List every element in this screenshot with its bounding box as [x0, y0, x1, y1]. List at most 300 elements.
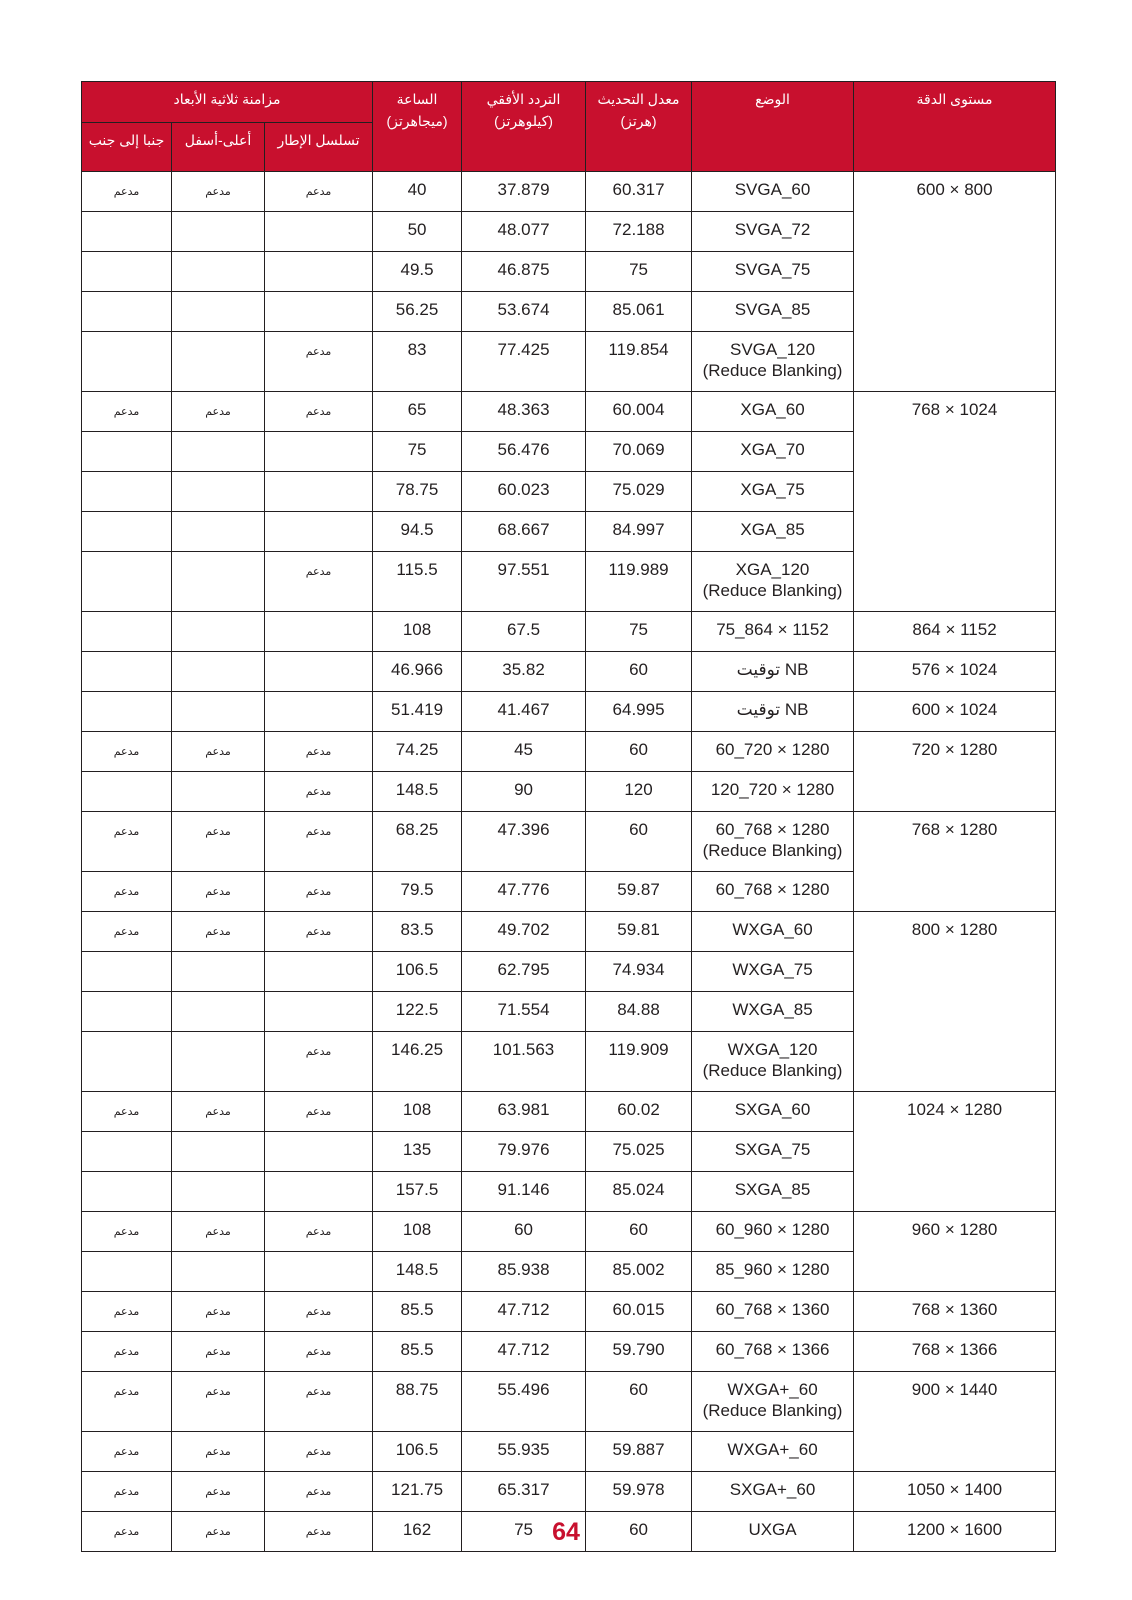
cell-hfreq: 55.496 — [462, 1372, 586, 1432]
cell-mode — [692, 332, 854, 392]
cell-mode — [692, 472, 854, 512]
cell-clock: 49.5 — [373, 252, 462, 292]
cell-hfreq: 47.396 — [462, 812, 586, 872]
cell-resolution: 600 × 800 — [854, 172, 1056, 392]
mode-label: WXGA_120 — [727, 1040, 818, 1059]
mode-label: 120_720 × 1280 — [710, 780, 835, 799]
cell-frame-sequential — [265, 1172, 373, 1212]
cell-top-bottom — [172, 212, 265, 252]
cell-mode — [692, 1132, 854, 1172]
cell-mode — [692, 912, 854, 952]
cell-top-bottom: مدعم — [172, 172, 265, 212]
cell-mode — [692, 772, 854, 812]
cell-clock: 88.75 — [373, 1372, 462, 1432]
mode-label: 60_768 × 1360 — [715, 1300, 830, 1319]
cell-frame-sequential — [265, 212, 373, 252]
cell-mode — [692, 1172, 854, 1212]
cell-resolution: 1024 × 1280 — [854, 1092, 1056, 1212]
cell-side-by-side: مدعم — [82, 1512, 172, 1552]
cell-refresh: 72.188 — [586, 212, 692, 252]
cell-refresh: 60.02 — [586, 1092, 692, 1132]
cell-refresh: 85.002 — [586, 1252, 692, 1292]
cell-clock: 56.25 — [373, 292, 462, 332]
mode-label: 60_720 × 1280 — [715, 740, 830, 759]
mode-note: (Reduce Blanking) — [702, 1061, 843, 1080]
cell-refresh: 59.790 — [586, 1332, 692, 1372]
cell-mode — [692, 872, 854, 912]
cell-side-by-side: مدعم — [82, 1212, 172, 1252]
cell-top-bottom: مدعم — [172, 1332, 265, 1372]
cell-clock: 135 — [373, 1132, 462, 1172]
cell-refresh: 84.997 — [586, 512, 692, 552]
cell-hfreq: 79.976 — [462, 1132, 586, 1172]
cell-hfreq: 97.551 — [462, 552, 586, 612]
cell-side-by-side — [82, 992, 172, 1032]
cell-hfreq: 47.776 — [462, 872, 586, 912]
mode-label: SVGA_72 — [734, 220, 811, 239]
mode-label: 60_768 × 1280 — [715, 820, 830, 839]
mode-label: 60_768 × 1280 — [715, 880, 830, 899]
cell-hfreq: 77.425 — [462, 332, 586, 392]
table-row — [82, 612, 1056, 652]
cell-top-bottom — [172, 992, 265, 1032]
cell-top-bottom: مدعم — [172, 872, 265, 912]
cell-side-by-side — [82, 252, 172, 292]
table-row — [82, 1212, 1056, 1252]
table-row — [82, 1472, 1056, 1512]
cell-mode — [692, 432, 854, 472]
mode-label: SVGA_120 — [730, 340, 816, 359]
cell-resolution: 600 × 1024 — [854, 692, 1056, 732]
cell-top-bottom: مدعم — [172, 812, 265, 872]
cell-frame-sequential: مدعم — [265, 1032, 373, 1092]
cell-side-by-side — [82, 652, 172, 692]
mode-label: WXGA+_60 — [727, 1440, 818, 1459]
cell-top-bottom — [172, 952, 265, 992]
cell-hfreq: 68.667 — [462, 512, 586, 552]
cell-side-by-side: مدعم — [82, 1092, 172, 1132]
cell-frame-sequential: مدعم — [265, 1212, 373, 1252]
mode-label: SVGA_75 — [734, 260, 811, 279]
cell-hfreq: 90 — [462, 772, 586, 812]
table-row — [82, 1372, 1056, 1432]
mode-label: توقيت NB — [736, 660, 809, 679]
mode-label: 60_960 × 1280 — [715, 1220, 830, 1239]
cell-clock: 148.5 — [373, 1252, 462, 1292]
cell-mode — [692, 692, 854, 732]
cell-frame-sequential: مدعم — [265, 912, 373, 952]
mode-label: SVGA_85 — [734, 300, 811, 319]
cell-side-by-side: مدعم — [82, 1332, 172, 1372]
header-side-by-side: جنبا إلى جنب — [82, 123, 172, 172]
cell-top-bottom: مدعم — [172, 1432, 265, 1472]
cell-clock: 85.5 — [373, 1332, 462, 1372]
table-row — [82, 652, 1056, 692]
table-header — [82, 82, 1056, 172]
cell-resolution: 960 × 1280 — [854, 1212, 1056, 1292]
cell-frame-sequential: مدعم — [265, 1512, 373, 1552]
cell-refresh: 59.887 — [586, 1432, 692, 1472]
cell-hfreq: 35.82 — [462, 652, 586, 692]
cell-clock: 94.5 — [373, 512, 462, 552]
mode-label: WXGA+_60 — [727, 1380, 818, 1399]
cell-refresh: 60 — [586, 732, 692, 772]
header-clock: الساعة (ميجاهرتز) — [373, 82, 462, 172]
cell-hfreq: 71.554 — [462, 992, 586, 1032]
cell-frame-sequential — [265, 652, 373, 692]
mode-label: 75_864 × 1152 — [716, 620, 829, 639]
cell-hfreq: 60 — [462, 1212, 586, 1252]
mode-note: (Reduce Blanking) — [702, 361, 843, 380]
cell-mode — [692, 552, 854, 612]
table-body — [82, 172, 1056, 1552]
cell-frame-sequential: مدعم — [265, 1292, 373, 1332]
cell-refresh: 84.88 — [586, 992, 692, 1032]
cell-side-by-side — [82, 772, 172, 812]
page-number: 64 — [552, 1518, 580, 1546]
mode-note: (Reduce Blanking) — [702, 1401, 843, 1420]
cell-frame-sequential: مدعم — [265, 1372, 373, 1432]
cell-side-by-side — [82, 612, 172, 652]
mode-label: XGA_85 — [740, 520, 805, 539]
cell-clock: 83.5 — [373, 912, 462, 952]
cell-refresh: 75 — [586, 612, 692, 652]
cell-hfreq: 65.317 — [462, 1472, 586, 1512]
cell-mode — [692, 652, 854, 692]
cell-mode — [692, 1212, 854, 1252]
header-hfreq: التردد الأفقي (كيلوهرتز) — [462, 82, 586, 172]
cell-clock: 121.75 — [373, 1472, 462, 1512]
cell-hfreq: 91.146 — [462, 1172, 586, 1212]
cell-top-bottom: مدعم — [172, 1512, 265, 1552]
mode-label: SXGA+_60 — [729, 1480, 816, 1499]
mode-label: توقيت NB — [736, 700, 809, 719]
cell-top-bottom: مدعم — [172, 912, 265, 952]
mode-label: 85_960 × 1280 — [715, 1260, 830, 1279]
cell-top-bottom — [172, 692, 265, 732]
cell-frame-sequential: مدعم — [265, 732, 373, 772]
cell-frame-sequential: مدعم — [265, 332, 373, 392]
cell-resolution: 768 × 1024 — [854, 392, 1056, 612]
cell-mode — [692, 1092, 854, 1132]
cell-mode — [692, 292, 854, 332]
cell-refresh: 119.909 — [586, 1032, 692, 1092]
cell-frame-sequential — [265, 472, 373, 512]
cell-frame-sequential: مدعم — [265, 1432, 373, 1472]
cell-refresh: 60 — [586, 1212, 692, 1252]
cell-mode — [692, 1432, 854, 1472]
cell-refresh: 60 — [586, 652, 692, 692]
cell-refresh: 75 — [586, 252, 692, 292]
cell-frame-sequential — [265, 432, 373, 472]
cell-frame-sequential — [265, 612, 373, 652]
cell-hfreq: 49.702 — [462, 912, 586, 952]
cell-refresh: 60.317 — [586, 172, 692, 212]
cell-mode — [692, 252, 854, 292]
cell-top-bottom — [172, 552, 265, 612]
cell-top-bottom — [172, 472, 265, 512]
cell-mode — [692, 992, 854, 1032]
cell-side-by-side — [82, 1252, 172, 1292]
cell-hfreq: 75 — [462, 1512, 586, 1552]
cell-top-bottom — [172, 252, 265, 292]
mode-label: WXGA_60 — [732, 920, 813, 939]
cell-resolution: 864 × 1152 — [854, 612, 1056, 652]
cell-side-by-side: مدعم — [82, 1292, 172, 1332]
cell-mode — [692, 732, 854, 772]
cell-clock: 50 — [373, 212, 462, 252]
cell-frame-sequential: مدعم — [265, 392, 373, 432]
cell-clock: 79.5 — [373, 872, 462, 912]
cell-resolution: 768 × 1366 — [854, 1332, 1056, 1372]
cell-top-bottom — [172, 652, 265, 692]
cell-refresh: 60.015 — [586, 1292, 692, 1332]
cell-clock: 51.419 — [373, 692, 462, 732]
cell-refresh: 85.061 — [586, 292, 692, 332]
cell-side-by-side: مدعم — [82, 872, 172, 912]
cell-hfreq: 85.938 — [462, 1252, 586, 1292]
cell-mode — [692, 1252, 854, 1292]
cell-mode — [692, 512, 854, 552]
cell-frame-sequential — [265, 1132, 373, 1172]
cell-clock: 74.25 — [373, 732, 462, 772]
cell-mode — [692, 1292, 854, 1332]
table-row — [82, 1292, 1056, 1332]
cell-mode — [692, 1372, 854, 1432]
cell-side-by-side — [82, 552, 172, 612]
mode-label: WXGA_75 — [732, 960, 813, 979]
cell-clock: 65 — [373, 392, 462, 432]
cell-hfreq: 45 — [462, 732, 586, 772]
cell-mode — [692, 1332, 854, 1372]
cell-top-bottom — [172, 1172, 265, 1212]
timing-table — [81, 81, 1056, 1552]
cell-refresh: 59.81 — [586, 912, 692, 952]
cell-side-by-side — [82, 1132, 172, 1172]
header-mode: الوضع — [692, 82, 854, 172]
mode-label: SVGA_60 — [734, 180, 811, 199]
mode-label: XGA_60 — [740, 400, 805, 419]
cell-side-by-side — [82, 512, 172, 552]
cell-clock: 108 — [373, 612, 462, 652]
cell-resolution: 800 × 1280 — [854, 912, 1056, 1092]
cell-clock: 46.966 — [373, 652, 462, 692]
cell-side-by-side: مدعم — [82, 172, 172, 212]
cell-side-by-side — [82, 332, 172, 392]
cell-clock: 75 — [373, 432, 462, 472]
cell-hfreq: 56.476 — [462, 432, 586, 472]
cell-frame-sequential: مدعم — [265, 812, 373, 872]
header-3d-sync: مزامنة ثلاثية الأبعاد — [82, 82, 373, 123]
header-refresh: معدل التحديث (هرتز) — [586, 82, 692, 172]
cell-hfreq: 47.712 — [462, 1332, 586, 1372]
cell-hfreq: 37.879 — [462, 172, 586, 212]
cell-side-by-side — [82, 432, 172, 472]
cell-refresh: 59.87 — [586, 872, 692, 912]
cell-clock: 85.5 — [373, 1292, 462, 1332]
table-row — [82, 732, 1056, 772]
header-frame-sequential: تسلسل الإطار — [265, 123, 373, 172]
cell-hfreq: 62.795 — [462, 952, 586, 992]
cell-refresh: 75.029 — [586, 472, 692, 512]
cell-clock: 148.5 — [373, 772, 462, 812]
cell-frame-sequential: مدعم — [265, 172, 373, 212]
cell-refresh: 74.934 — [586, 952, 692, 992]
cell-resolution: 768 × 1280 — [854, 812, 1056, 912]
mode-label: SXGA_75 — [734, 1140, 811, 1159]
cell-hfreq: 48.363 — [462, 392, 586, 432]
cell-side-by-side — [82, 472, 172, 512]
cell-side-by-side: مدعم — [82, 812, 172, 872]
cell-frame-sequential: مدعم — [265, 1332, 373, 1372]
cell-side-by-side — [82, 1032, 172, 1092]
cell-side-by-side: مدعم — [82, 1372, 172, 1432]
mode-label: WXGA_85 — [732, 1000, 813, 1019]
header-top-bottom: أعلى-أسفل — [172, 123, 265, 172]
table-row — [82, 912, 1056, 952]
cell-top-bottom: مدعم — [172, 1212, 265, 1252]
table-row — [82, 692, 1056, 732]
mode-label: SXGA_60 — [734, 1100, 811, 1119]
cell-hfreq: 48.077 — [462, 212, 586, 252]
cell-top-bottom — [172, 432, 265, 472]
cell-side-by-side: مدعم — [82, 912, 172, 952]
cell-top-bottom — [172, 332, 265, 392]
table-row — [82, 812, 1056, 872]
cell-top-bottom: مدعم — [172, 1472, 265, 1512]
cell-frame-sequential — [265, 252, 373, 292]
cell-clock: 108 — [373, 1212, 462, 1252]
cell-clock: 162 — [373, 1512, 462, 1552]
cell-top-bottom: مدعم — [172, 1092, 265, 1132]
cell-hfreq: 53.674 — [462, 292, 586, 332]
cell-clock: 106.5 — [373, 1432, 462, 1472]
mode-label: XGA_75 — [740, 480, 805, 499]
cell-refresh: 119.854 — [586, 332, 692, 392]
cell-frame-sequential — [265, 952, 373, 992]
cell-top-bottom — [172, 1032, 265, 1092]
cell-top-bottom: مدعم — [172, 732, 265, 772]
cell-hfreq: 101.563 — [462, 1032, 586, 1092]
cell-mode — [692, 392, 854, 432]
mode-note: (Reduce Blanking) — [702, 841, 843, 860]
cell-side-by-side: مدعم — [82, 1432, 172, 1472]
cell-refresh: 64.995 — [586, 692, 692, 732]
cell-resolution: 1200 × 1600 — [854, 1512, 1056, 1552]
cell-resolution: 768 × 1360 — [854, 1292, 1056, 1332]
cell-resolution: 900 × 1440 — [854, 1372, 1056, 1472]
cell-frame-sequential — [265, 292, 373, 332]
cell-mode — [692, 172, 854, 212]
cell-top-bottom: مدعم — [172, 1292, 265, 1332]
cell-frame-sequential: مدعم — [265, 772, 373, 812]
header-resolution: مستوى الدقة — [854, 82, 1056, 172]
cell-side-by-side — [82, 292, 172, 332]
cell-frame-sequential — [265, 692, 373, 732]
cell-clock: 157.5 — [373, 1172, 462, 1212]
mode-note: (Reduce Blanking) — [702, 581, 843, 600]
mode-label: XGA_120 — [735, 560, 810, 579]
cell-side-by-side — [82, 1172, 172, 1212]
cell-refresh: 60 — [586, 1512, 692, 1552]
cell-hfreq: 47.712 — [462, 1292, 586, 1332]
cell-clock: 108 — [373, 1092, 462, 1132]
cell-top-bottom — [172, 1252, 265, 1292]
cell-frame-sequential: مدعم — [265, 872, 373, 912]
cell-mode — [692, 1032, 854, 1092]
cell-side-by-side — [82, 692, 172, 732]
cell-resolution: 1050 × 1400 — [854, 1472, 1056, 1512]
cell-hfreq: 46.875 — [462, 252, 586, 292]
table-row — [82, 1332, 1056, 1372]
cell-mode — [692, 952, 854, 992]
mode-label: 60_768 × 1366 — [715, 1340, 830, 1359]
cell-top-bottom — [172, 772, 265, 812]
cell-top-bottom: مدعم — [172, 1372, 265, 1432]
cell-refresh: 59.978 — [586, 1472, 692, 1512]
cell-clock: 83 — [373, 332, 462, 392]
cell-resolution: 720 × 1280 — [854, 732, 1056, 812]
cell-resolution: 576 × 1024 — [854, 652, 1056, 692]
cell-mode — [692, 612, 854, 652]
cell-side-by-side — [82, 952, 172, 992]
cell-clock: 146.25 — [373, 1032, 462, 1092]
mode-label: UXGA — [748, 1520, 797, 1539]
cell-hfreq: 60.023 — [462, 472, 586, 512]
cell-side-by-side: مدعم — [82, 1472, 172, 1512]
cell-refresh: 120 — [586, 772, 692, 812]
cell-refresh: 75.025 — [586, 1132, 692, 1172]
cell-hfreq: 67.5 — [462, 612, 586, 652]
cell-frame-sequential: مدعم — [265, 1092, 373, 1132]
cell-frame-sequential — [265, 992, 373, 1032]
cell-refresh: 85.024 — [586, 1172, 692, 1212]
cell-refresh: 60 — [586, 812, 692, 872]
table-row — [82, 392, 1056, 432]
cell-frame-sequential — [265, 512, 373, 552]
cell-refresh: 60.004 — [586, 392, 692, 432]
cell-top-bottom — [172, 612, 265, 652]
cell-top-bottom: مدعم — [172, 392, 265, 432]
mode-label: XGA_70 — [740, 440, 805, 459]
cell-clock: 68.25 — [373, 812, 462, 872]
cell-top-bottom — [172, 292, 265, 332]
cell-refresh: 119.989 — [586, 552, 692, 612]
cell-frame-sequential — [265, 1252, 373, 1292]
cell-hfreq: 55.935 — [462, 1432, 586, 1472]
cell-clock: 40 — [373, 172, 462, 212]
cell-clock: 106.5 — [373, 952, 462, 992]
cell-mode — [692, 212, 854, 252]
cell-mode — [692, 812, 854, 872]
table-row — [82, 1092, 1056, 1132]
cell-clock: 122.5 — [373, 992, 462, 1032]
cell-top-bottom — [172, 512, 265, 552]
cell-side-by-side — [82, 212, 172, 252]
cell-side-by-side: مدعم — [82, 392, 172, 432]
cell-frame-sequential: مدعم — [265, 552, 373, 612]
cell-hfreq: 41.467 — [462, 692, 586, 732]
cell-mode — [692, 1472, 854, 1512]
cell-clock: 115.5 — [373, 552, 462, 612]
cell-clock: 78.75 — [373, 472, 462, 512]
mode-label: SXGA_85 — [734, 1180, 811, 1199]
cell-refresh: 70.069 — [586, 432, 692, 472]
cell-side-by-side: مدعم — [82, 732, 172, 772]
cell-refresh: 60 — [586, 1372, 692, 1432]
cell-frame-sequential: مدعم — [265, 1472, 373, 1512]
table-row — [82, 172, 1056, 212]
